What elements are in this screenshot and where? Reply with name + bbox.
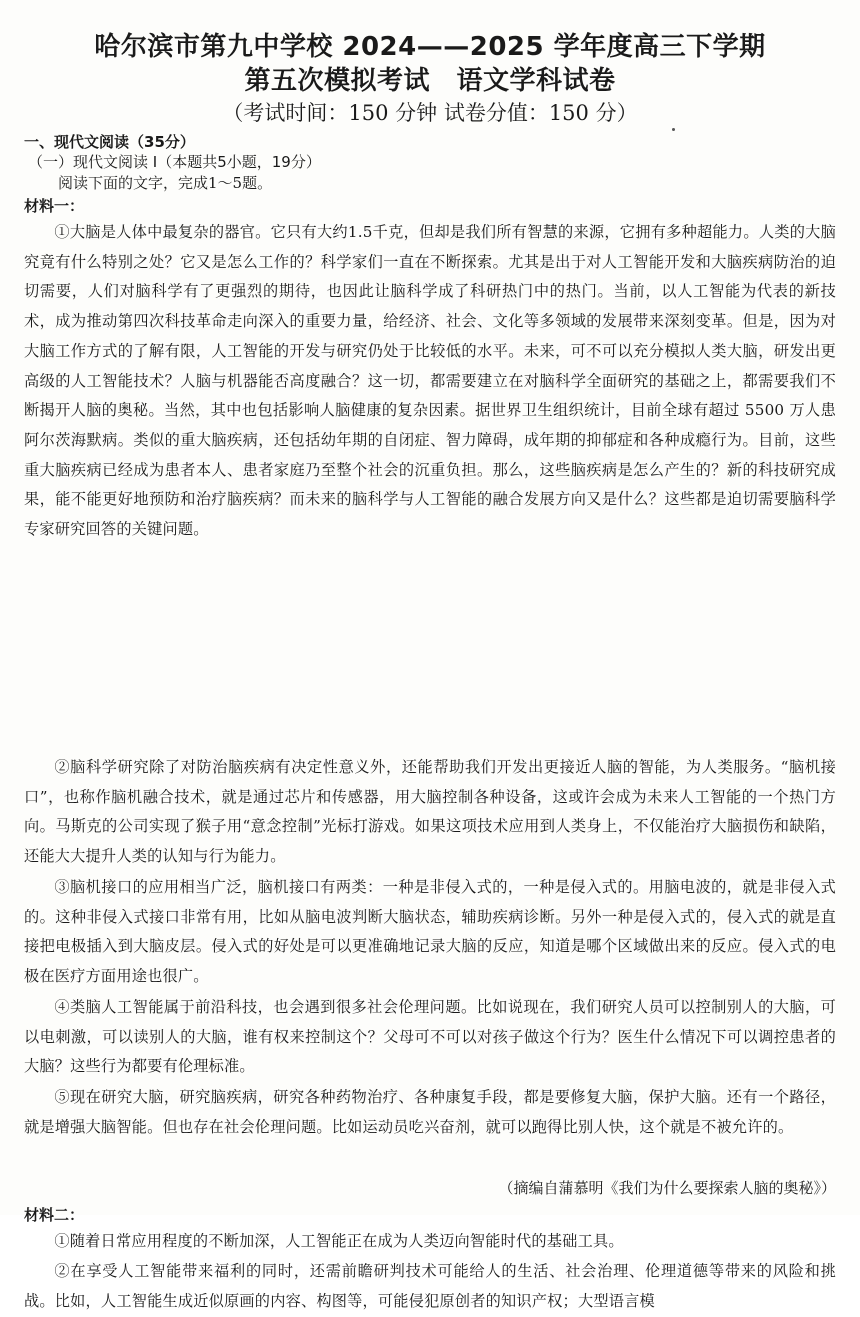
material-one-paragraph-2: ②脑科学研究除了对防治脑疾病有决定性意义外，还能帮助我们开发出更接近人脑的智能，为人类服务。“脑机接口”，也称作脑机融合技术，就是通过芯片和传感器，用大脑控制各种设备，这或许会成为未来人工智能的一个热门方向。马斯克的公司实现了猴子用“意念控制”光标打游戏。如果这项技术应用到人类身上，不仅能治疗大脑损伤和缺陷，还能大大提升人类的认知与行为能力。 xyxy=(24,758,836,866)
section-subheading: （一）现代文阅读 I（本题共5小题，19分） xyxy=(28,153,321,171)
material-two-label: 材料二： xyxy=(24,1206,85,1224)
exam-body xyxy=(24,132,836,1317)
exam-title-line2: 第五次模拟考试 语文学科试卷 xyxy=(244,66,616,96)
material-two-paragraph-1: ①随着日常应用程度的不断加深，人工智能正在成为人类迈向智能时代的基础工具。 xyxy=(54,1232,624,1250)
reading-instruction: 阅读下面的文字，完成1～5题。 xyxy=(58,174,273,192)
material-two-paragraph-2: ②在享受人工智能带来福利的同时，还需前瞻研判技术可能给人的生活、社会治理、伦理道德等带来的风险和挑战。比如，人工智能生成近似原画的内容、构图等，可能侵犯原创者的知识产权；大型语言模 xyxy=(24,1262,836,1310)
material-one-paragraph-3: ③脑机接口的应用相当广泛，脑机接口有两类：一种是非侵入式的，一种是侵入式的。用脑电波的，就是非侵入式的。这种非侵入式接口非常有用，比如从脑电波判断大脑状态，辅助疾病诊断。另外一种是侵入式的，侵入式的就是直接把电极插入到大脑皮层。侵入式的好处是可以更准确地记录大脑的反应，知道是哪个区域做出来的反应。侵入式的电极在医疗方面用途也很广。 xyxy=(24,878,836,986)
material-one-label: 材料一： xyxy=(24,197,85,215)
section-heading: 一、现代文阅读（35分） xyxy=(24,133,195,151)
material-one-paragraph-5: ⑤现在研究大脑，研究脑疾病，研究各种药物治疗、各种康复手段，都是要修复大脑，保护大脑。还有一个路径，就是增强大脑智能。但也存在社会伦理问题。比如运动员吃兴奋剂，就可以跑得比别人快，这个就是不被允许的。 xyxy=(24,1088,836,1136)
material-one-paragraph-1: ①大脑是人体中最复杂的器官。它只有大约1.5千克，但却是我们所有智慧的来源，它拥有多种超能力。人类的大脑究竟有什么特别之处？它又是怎么工作的？科学家们一直在不断探索。尤其是出于对人工智能开发和大脑疾病防治的迫切需要，人们对脑科学有了更强烈的期待，也因此让脑科学成了科研热门中的热门。当前，以人工智能为代表的新技术，成为推动第四次科技革命走向深入的重要力量，给经济、社会、文化等多领域的发展带来深刻变革。但是，因为对大脑工作方式的了解有限，人工智能的开发与研究仍处于比较低的水平。未来，可不可以充分模拟人类大脑，研发出更高级的人工智能技术？人脑与机器能否高度融合？这一切，都需要建立在对脑科学全面研究的基础之上，都需要我们不断揭开人脑的奥秘。当然，其中也包括影响人脑健康的复杂因素。据世界卫生组织统计，目前全球有超过 5500 万人患阿尔茨海默病。类似的重大脑疾病，还包括幼年期的自闭症、智力障碍，成年期的抑郁症和各种成瘾行为。目前，这些重大脑疾病已经成为患者本人、患者家庭乃至整个社会的沉重负担。那么，这些脑疾病是怎么产生的？新的科技研究成果，能不能更好地预防和治疗脑疾病？而未来的脑科学与人工智能的融合发展方向又是什么？这些都是迫切需要脑科学专家研究回答的关键问题。 xyxy=(24,223,836,539)
scan-speck xyxy=(672,128,675,131)
exam-header xyxy=(0,30,860,128)
exam-time-info: （考试时间：150 分钟 试卷分值：150 分） xyxy=(222,101,638,125)
exam-title-line1: 哈尔滨市第九中学校 2024——2025 学年度高三下学期 xyxy=(94,32,766,62)
material-one-source: （摘编自蒲慕明《我们为什么要探索人脑的奥秘》） xyxy=(498,1179,836,1197)
material-one-paragraph-4: ④类脑人工智能属于前沿科技，也会遇到很多社会伦理问题。比如说现在，我们研究人员可以控制别人的大脑，可以电刺激，可以读别人的大脑，谁有权来控制这个？父母可不可以对孩子做这个行为？医生什么情况下可以调控患者的大脑？这些行为都要有伦理标准。 xyxy=(24,998,836,1076)
